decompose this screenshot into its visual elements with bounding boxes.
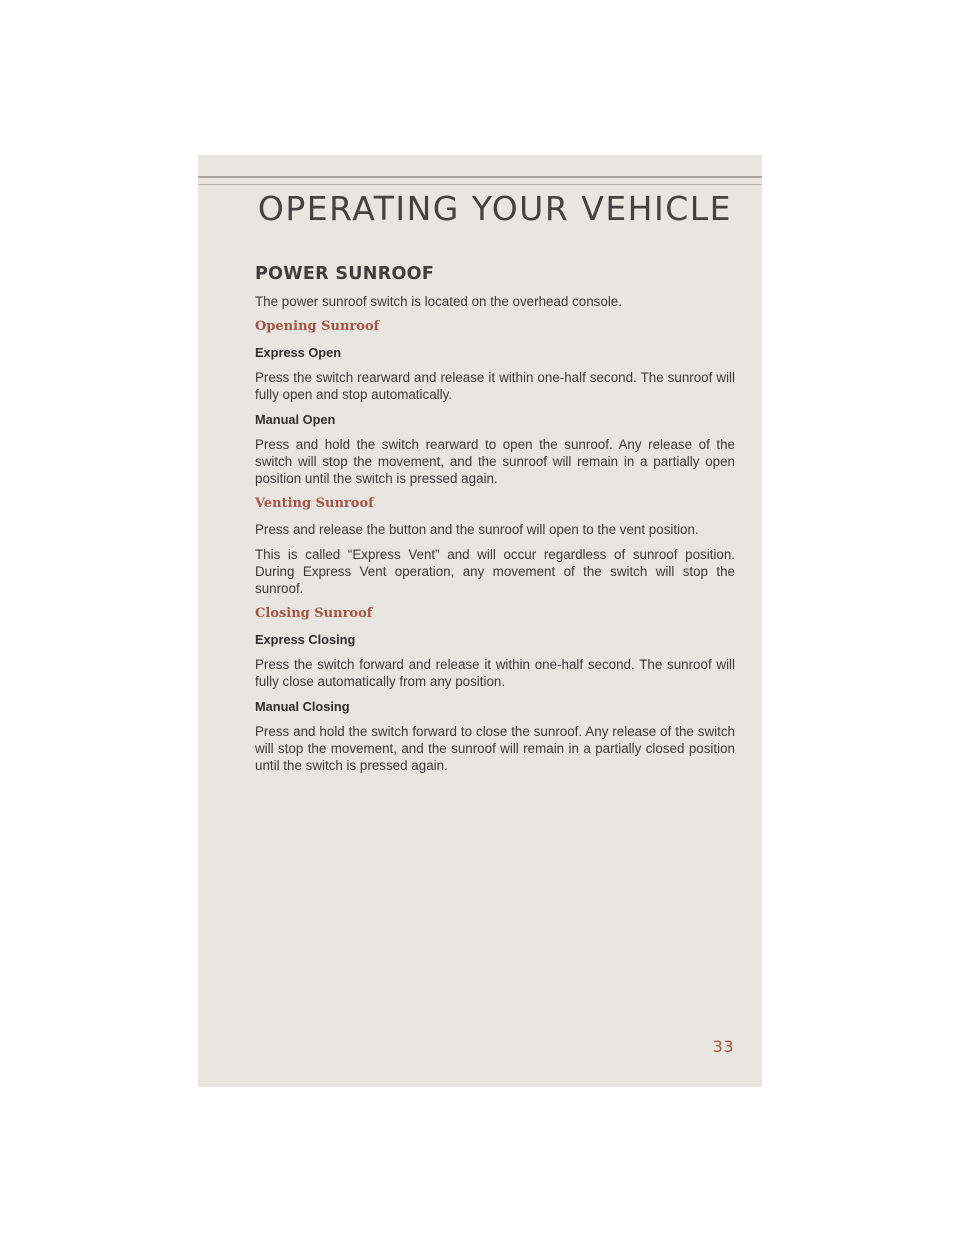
page-number: 33: [712, 1037, 734, 1056]
opening-sunroof-heading: Opening Sunroof: [255, 319, 380, 334]
express-open-label: Express Open: [255, 345, 342, 360]
manual-open-text: Press and hold the switch rearward to open the sunroof. Any release of the switch will stop the movement, and the sunroof will remain in a partially open position until the switch is pressed again.: [255, 437, 735, 486]
express-closing-text: Press the switch forward and release it within one-half second. The sunroof will fully close automatically from any position.: [255, 657, 735, 689]
venting-text-2: This is called “Express Vent” and will occur regardless of sunroof position. During Express Vent operation, any movement of the switch will stop the sunroof.: [255, 547, 735, 596]
closing-sunroof-heading: Closing Sunroof: [255, 606, 373, 621]
manual-page: [198, 155, 762, 1087]
manual-closing-text: Press and hold the switch forward to close the sunroof. Any release of the switch will stop the movement, and the sunroof will remain in a partially closed position until the switch is pressed again.: [255, 724, 735, 773]
header-rule-bottom: [198, 184, 762, 185]
express-open-text: Press the switch rearward and release it within one-half second. The sunroof will fully open and stop automatically.: [255, 370, 735, 402]
venting-sunroof-heading: Venting Sunroof: [255, 496, 374, 511]
page-content: [255, 266, 735, 782]
chapter-title: OPERATING YOUR VEHICLE: [257, 189, 732, 228]
express-closing-label: Express Closing: [255, 632, 356, 647]
section-intro: The power sunroof switch is located on the overhead console.: [255, 294, 622, 309]
header-rule-top: [198, 176, 762, 178]
manual-closing-label: Manual Closing: [255, 699, 350, 714]
venting-text-1: Press and release the button and the sunroof will open to the vent position.: [255, 522, 699, 537]
section-title: POWER SUNROOF: [255, 264, 435, 284]
manual-open-label: Manual Open: [255, 412, 336, 427]
